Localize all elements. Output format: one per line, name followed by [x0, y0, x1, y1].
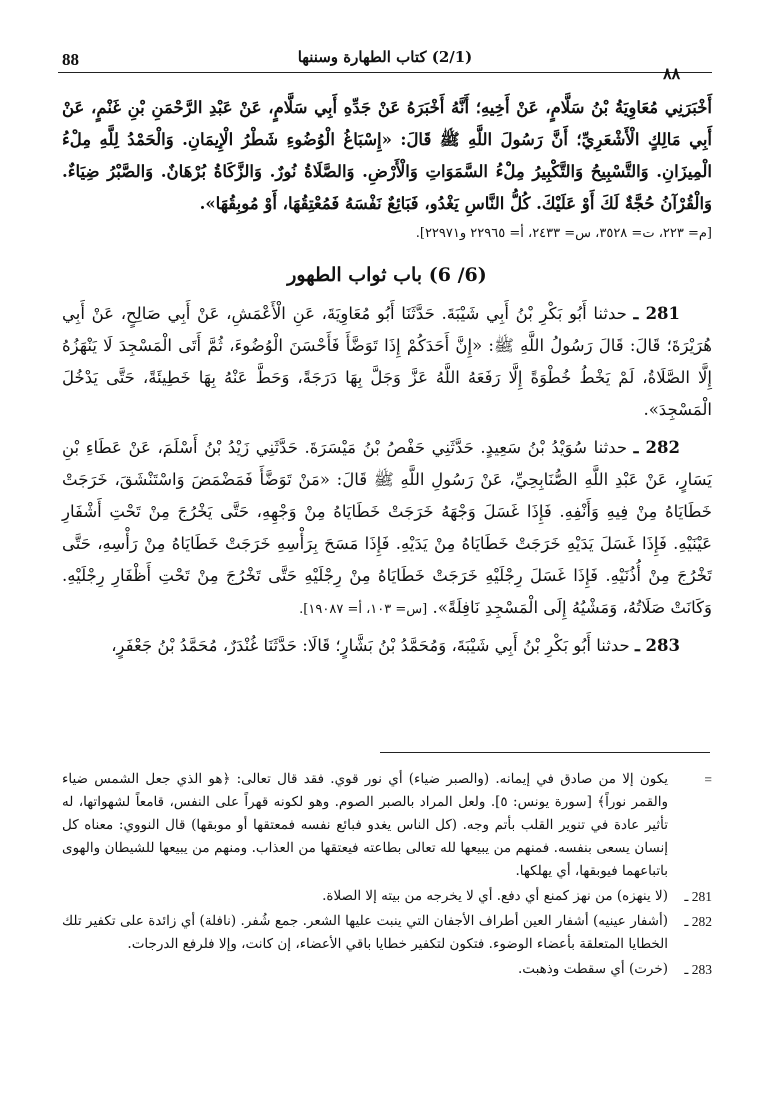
hadith-number: 282 ـ [633, 438, 680, 457]
hadith-number: 281 ـ [633, 304, 681, 323]
hadith-text: حدثنا أَبُو بَكْرِ بْنُ أَبِي شَيْبَةَ، وَمُحَمَّدُ بْنُ بَشَّارٍ؛ قَالَا: حَدَّثَنَا غُنْدَرٌ، مُحَمَّدُ بْنُ جَعْفَرٍ، [111, 636, 630, 655]
hadith-number: 283 ـ [634, 636, 680, 655]
footnote-continuation [62, 768, 712, 883]
footnote-number: 281 ـ [684, 889, 712, 904]
footnote-number: = [704, 772, 712, 787]
hadith-281 [62, 298, 712, 426]
hadith-reference: [س= ١٠٣، أ= ١٩٠٨٧]. [299, 602, 428, 617]
footnote-text: (خرت) أي سقطت وذهبت. [518, 961, 668, 977]
main-text [62, 92, 712, 662]
hadith-282 [62, 432, 712, 624]
hadith-text: حدثنا أَبُو بَكْرِ بْنُ أَبِي شَيْبَةَ. حَدَّثَنَا أَبُو مُعَاوِيَةَ، عَنِ الْأَعْمَشِ، عَنْ أَبِي صَالِحٍ، عَنْ أَبِي هُرَيْرَةَ؛ قَالَ: قَالَ رَسُولُ اللَّهِ ﷺ: «إِنَّ أَحَدَكُمْ إِذَا تَوَضَّأَ فَأَحْسَنَ الْوُضُوءَ، ثُمَّ أَتَى الْمَسْجِدَ لَا يَنْهَزُهُ إِلَّا الصَّلَاةُ، لَمْ يَخْطُ خُطْوَةً إِلَّا رَفَعَهُ اللَّهُ عَزَّ وَجَلَّ بِهَا دَرَجَةً، وَحَطَّ عَنْهُ بِهَا خَطِيئَةً، حَتَّى يَدْخُلَ الْمَسْجِدَ». [62, 304, 713, 419]
footnote-number: 283 ـ [684, 962, 712, 977]
continuation-reference: [م= ٢٢٣، ت= ٣٥٢٨، س= ٢٤٣٣، أ= ٢٢٩٦٥ و٢٢٩٧١]. [415, 226, 712, 241]
footnote-282 [62, 910, 712, 956]
footnote-text: (لا ينهزه) من نهز كمنع أي دفع. أي لا يخرجه من بيته إلا الصلاة. [322, 888, 668, 904]
page-number-arabic: ٨٨ [663, 64, 681, 83]
page-number: 88 [62, 50, 79, 69]
continuation-text: أَخْبَرَنِي مُعَاوِيَةُ بْنُ سَلَّامٍ، عَنْ أَخِيهِ؛ أَنَّهُ أَخْبَرَهُ عَنْ جَدِّهِ أَبِي سَلَّامٍ، عَنْ عَبْدِ الرَّحْمَنِ بْنِ غَنْمٍ، عَنْ أَبِي مَالِكٍ الْأَشْعَرِيِّ؛ أَنَّ رَسُولَ اللَّهِ ﷺ قَالَ: «إِسْبَاغُ الْوُضُوءِ شَطْرُ الْإِيمَانِ. وَالْحَمْدُ لِلَّهِ مِلْءُ الْمِيزَانِ. وَالتَّسْبِيحُ وَالتَّكْبِيرُ مِلْءُ السَّمَوَاتِ وَالْأَرْضِ. وَالصَّلَاةُ نُورٌ. وَالزَّكَاةُ بُرْهَانٌ. وَالصَّبْرُ ضِيَاءٌ. وَالْقُرْآنُ حُجَّةٌ لَكَ أَوْ عَلَيْكَ. كُلُّ النَّاسِ يَغْدُو، فَبَائِعٌ نَفْسَهُ فَمُعْتِقُهَا، أَوْ مُوبِقُهَا». [62, 98, 712, 213]
hadith-283 [62, 630, 712, 662]
footnote-283 [62, 958, 712, 981]
footnote-281 [62, 885, 712, 908]
footnote-divider [380, 752, 710, 753]
running-title: (2/1) كتاب الطهارة وسننها [297, 48, 473, 66]
page-header [58, 46, 712, 73]
footnote-number: 282 ـ [684, 914, 712, 929]
footnote-text: يكون إلا من صادق في إيمانه. (والصبر ضياء) أي نور قوي. فقد قال تعالى: ﴿هو الذي جعل الشمس ضياء والقمر نوراً﴾ [سورة يونس: ٥]. ولعل المراد بالصبر الصوم. وهو لكونه قهراً على النفس، قامعاً لشهواتها، له تأثير عادة في تنوير القلب بأتم وجه. (كل الناس يغدو فبائع نفسه فمعتقها أو موبقها) قال النووي: معناه كل إنسان يسعى بنفسه. فمنهم من يبيعها لله تعالى بطاعته فيعتقها من العذاب. ومنهم من يبيعها للشيطان والهوى باتباعهما فيوبقها، أي يهلكها. [62, 771, 668, 879]
footnotes [62, 768, 712, 983]
footnote-text: (أشفار عينيه) أشفار العين أطراف الأجفان التي ينبت عليها الشعر. جمع شُفر. (نافلة) أي زائدة على تكفير تلك الخطايا المتعلقة بأعضاء الوضوء. فتكون لتكفير خطايا باقي الأعضاء، إن كانت، وإلا فلرفع الدرجات. [62, 913, 668, 952]
chapter-title: (6/ 6) باب ثواب الطهور [287, 264, 487, 286]
hadith-text: حدثنا سُوَيْدُ بْنُ سَعِيدٍ. حَدَّثَنِي حَفْصُ بْنُ مَيْسَرَةَ. حَدَّثَنِي زَيْدُ بْنُ أَسْلَمَ، عَنْ عَطَاءِ بْنِ يَسَارٍ، عَنْ عَبْدِ اللَّهِ الصُّنَابِحِيِّ، عَنْ رَسُولِ اللَّهِ ﷺ قَالَ: «مَنْ تَوَضَّأَ فَمَضْمَضَ وَاسْتَنْشَقَ، خَرَجَتْ خَطَايَاهُ مِنْ فِيهِ وَأَنْفِهِ. فَإِذَا غَسَلَ وَجْهَهُ خَرَجَتْ خَطَايَاهُ مِنْ وَجْهِهِ، حَتَّى يَخْرُجَ مِنْ تَحْتِ أَشْفَارِ عَيْنَيْهِ. فَإِذَا غَسَلَ يَدَيْهِ خَرَجَتْ خَطَايَاهُ مِنْ يَدَيْهِ. فَإِذَا مَسَحَ بِرَأْسِهِ خَرَجَتْ خَطَايَاهُ مِنْ رَأْسِهِ، حَتَّى تَخْرُجَ مِنْ أُذُنَيْهِ. فَإِذَا غَسَلَ رِجْلَيْهِ خَرَجَتْ خَطَايَاهُ مِنْ رِجْلَيْهِ حَتَّى تَخْرُجَ مِنْ تَحْتِ أَظْفَارِ رِجْلَيْهِ. وَكَانَتْ صَلَاتُهُ، وَمَشْيُهُ إِلَى الْمَسْجِدِ نَافِلَةً». [62, 438, 712, 617]
